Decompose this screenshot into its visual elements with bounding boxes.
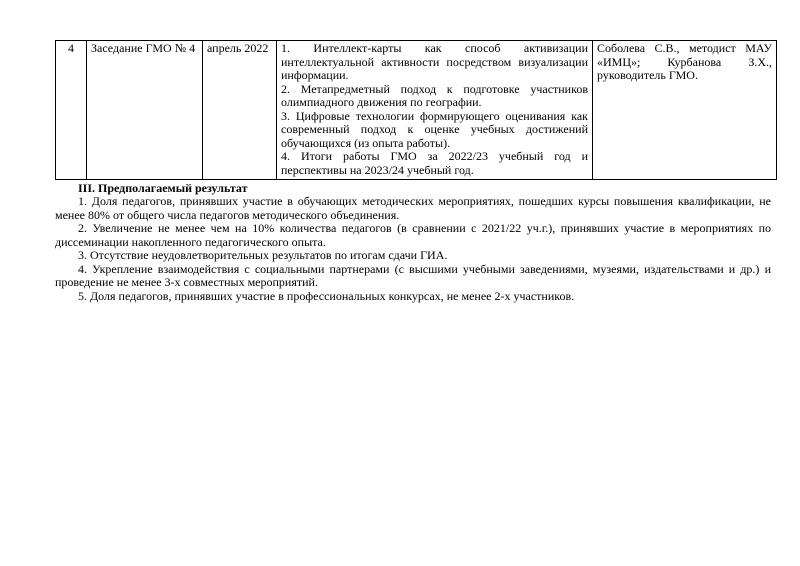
cell-row-number: 4 [56,41,87,180]
topic-item: 1. Интеллект-карты как способ активизации интеллектуальной активности посредством визуализации информации. [281,41,588,82]
section-heading: III. Предполагаемый результат [78,181,248,195]
result-paragraph: 5. Доля педагогов, принявших участие в профессиональных конкурсах, не менее 2-х участников. [78,288,575,303]
result-paragraph: 3. Отсутствие неудовлетворительных результатов по итогам сдачи ГИА. [78,248,448,262]
cell-meeting-title: Заседание ГМО № 4 [87,41,203,180]
document-content [55,40,771,303]
topic-item: 4. Итоги работы ГМО за 2022/23 учебный год и перспективы на 2023/24 учебный год. [281,149,588,177]
topic-item: 3. Цифровые технологии формирующего оценивания как современный подход к оценке учебных достижений обучающихся (из опыта работы). [281,108,588,150]
cell-meeting-date: апрель 2022 [203,41,277,180]
cell-responsible: Соболева С.В., методист МАУ «ИМЦ»; Курбанова З.Х., руководитель ГМО. [593,41,777,180]
plan-table [55,40,777,180]
topic-item: 2. Метапредметный подход к подготовке участников олимпиадного движения по географии. [281,81,588,109]
result-paragraph: 1. Доля педагогов, принявших участие в обучающих методических мероприятиях, пошедших курсы повышения квалификации, не менее 80% от общего числа педагогов методического объединения. [55,194,771,222]
table-row [56,41,777,180]
result-paragraph: 2. Увеличение не менее чем на 10% количества педагогов (в сравнении с 2021/22 уч.г.), принявших участие в мероприятиях по диссеминации накопленного педагогического опыта. [55,221,771,249]
cell-topics [277,41,593,180]
result-paragraph: 4. Укрепление взаимодействия с социальными партнерами (с высшими учебными заведениями, музеями, издательствами и др.) и проведение не менее 3-х совместных мероприятий. [55,261,771,289]
